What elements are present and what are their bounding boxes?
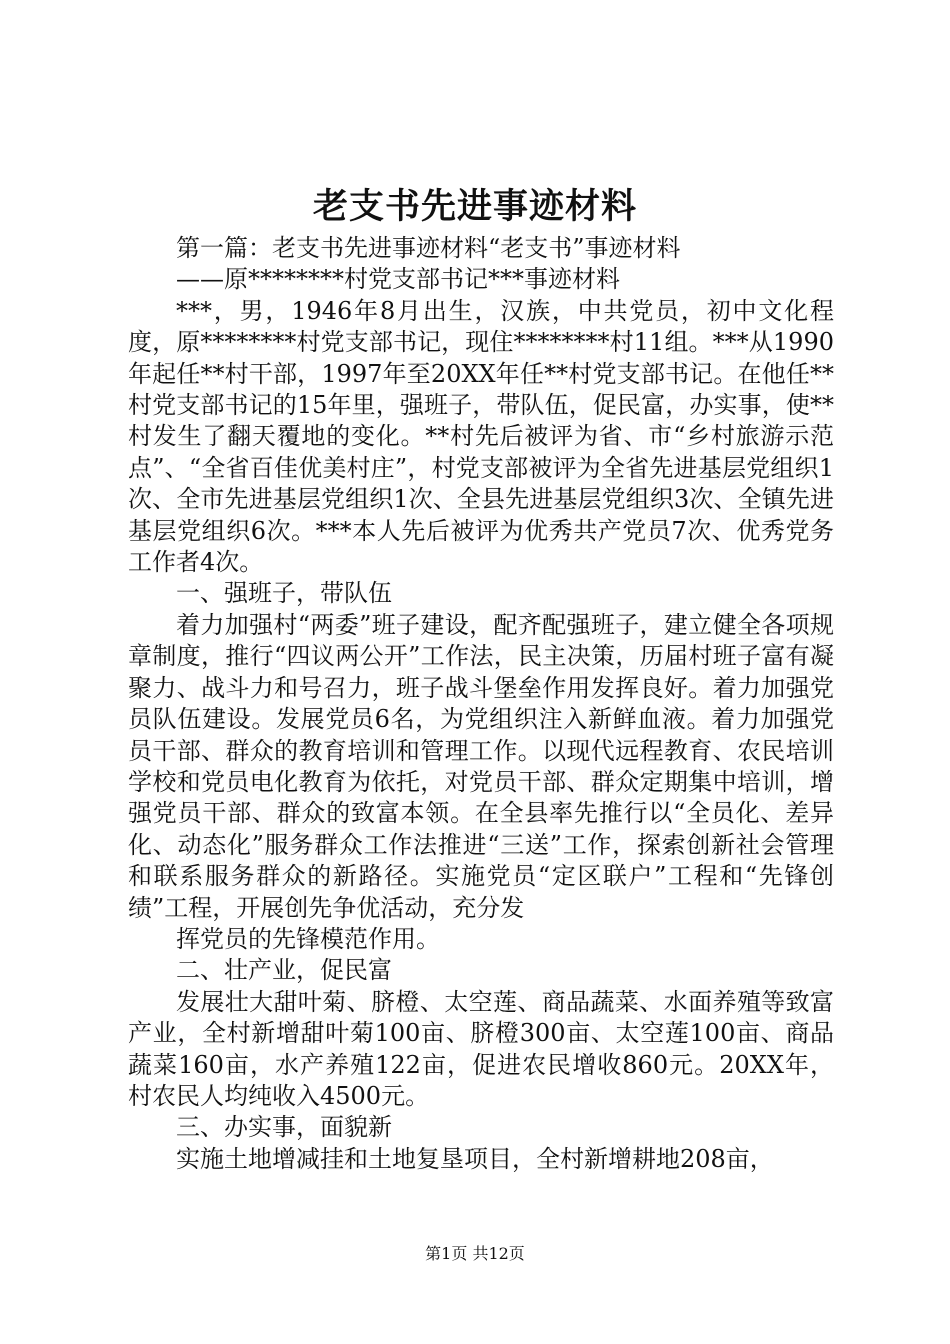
page-number-footer: 第1页 共12页 xyxy=(425,1244,525,1263)
paragraph-heading-article: 第一篇：老支书先进事迹材料“老支书”事迹材料 xyxy=(176,234,681,262)
paragraph-subtitle: ——原********村党支部书记***事迹材料 xyxy=(176,265,620,294)
document-body xyxy=(128,233,834,1175)
paragraph-section-3: 实施土地增减挂和土地复垦项目，全村新增耕地208亩， xyxy=(176,1144,774,1173)
section-heading-3: 三、办实事，面貌新 xyxy=(176,1113,392,1142)
paragraph-intro: ***，男，1946年8月出生，汉族，中共党员，初中文化程度，原********村党支部书记，现住********村11组。***从1990年起任**村干部，1997年至20XX年任**村党支部书记。在他任**村党支部书记的15年里，强班子，带队伍，促民富，办实事，使**村发生了翻天覆地的变化。**村先后被评为省、市“乡村旅游示范点”、“全省百佳优美村庄”，村党支部被评为全省先进基层党组织1次、全市先进基层党组织1次、全县先进基层党组织3次、全镇先进基层党组织6次。***本人先后被评为优秀共产党员7次、优秀党务工作者4次。 xyxy=(128,296,834,577)
section-heading-1: 一、强班子，带队伍 xyxy=(176,579,392,608)
paragraph-section-1: 着力加强村“两委”班子建设，配齐配强班子，建立健全各项规章制度，推行“四议两公开”工作法，民主决策，历届村班子富有凝聚力、战斗力和号召力，班子战斗堡垒作用发挥良好。着力加强党员队伍建设。发展党员6名，为党组织注入新鲜血液。着力加强党员干部、群众的教育培训和管理工作。以现代远程教育、农民培训学校和党员电化教育为依托，对党员干部、群众定期集中培训，增强党员干部、群众的致富本领。在全县率先推行以“全员化、差异化、动态化”服务群众工作法推进“三送”工作，探索创新社会管理和联系服务群众的新路径。实施党员“定区联户”工程和“先锋创绩”工程，开展创先争优活动，充分发 xyxy=(128,610,834,922)
paragraph-section-1-continued: 挥党员的先锋模范作用。 xyxy=(176,924,440,953)
section-heading-2: 二、壮产业，促民富 xyxy=(176,956,392,985)
document-title: 老支书先进事迹材料 xyxy=(312,186,637,227)
paragraph-section-2: 发展壮大甜叶菊、脐橙、太空莲、商品蔬菜、水面养殖等致富产业，全村新增甜叶菊100亩、脐橙300亩、太空莲100亩、商品蔬菜160亩，水产养殖122亩，促进农民增收860元。20XX年，村农民人均纯收入4500元。 xyxy=(128,987,834,1110)
